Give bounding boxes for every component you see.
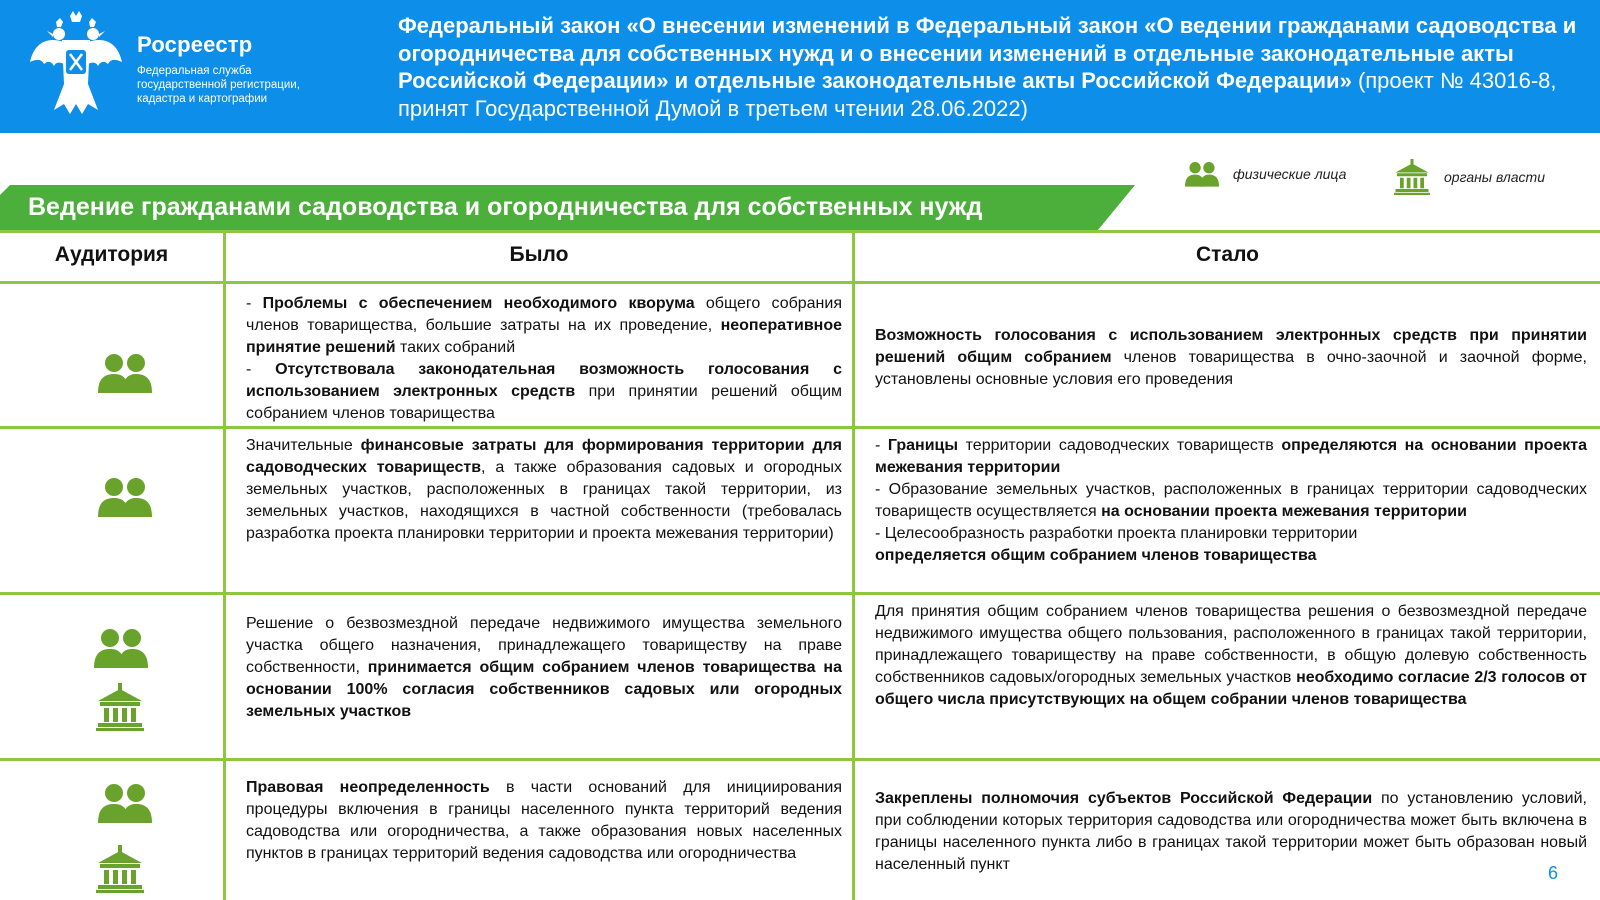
legend-individuals-label: физические лица xyxy=(1233,166,1347,182)
section-banner xyxy=(0,185,1135,230)
page-number: 6 xyxy=(1548,863,1559,883)
row3-audience-authorities-icon xyxy=(96,683,144,736)
legend-authorities-label: органы власти xyxy=(1444,169,1545,185)
row1-was-cell: - Проблемы с обеспечением необходимого кворума общего собрания членов товарищества, большие затраты на их проведение, неоперативное принятие решений таких собраний - Отсутствовала законодательная возможность голосования с использованием электронных средств при принятии решений общим собранием членов товарищества xyxy=(246,295,842,422)
row4-audience-authorities-icon xyxy=(96,845,144,898)
column-header-was: Было xyxy=(509,243,569,266)
page-title xyxy=(398,12,1588,122)
brand-name: Росреестр xyxy=(137,32,253,57)
row1-now-cell: Возможность голосования с использованием электронных средств при принятии решений общим собранием членов товарищества в очно-заочной и заочной форме, установлены основные условия его проведения xyxy=(875,327,1587,388)
column-header-now: Стало xyxy=(1195,243,1260,266)
table-col-divider-2 xyxy=(852,230,855,900)
table-line-row1 xyxy=(0,426,1600,429)
individuals-icon xyxy=(1185,160,1219,188)
brand-block xyxy=(137,32,337,106)
row4-now-cell: Закреплены полномочия субъектов Российской Федерации по установлению условий, при соблюдении которых территория садоводства или огородничества может быть включена в границы населенного пункта либо в границах такой территории может быть образован новый населенный пункт xyxy=(875,790,1587,873)
table-col-divider-1 xyxy=(223,230,226,900)
row4-audience-individuals-icon xyxy=(98,783,152,828)
legend-individuals xyxy=(1185,160,1346,188)
table-line-row3 xyxy=(0,758,1600,761)
row3-now-cell: Для принятия общим собранием членов товарищества решения о безвозмездной передаче недвижимого имущества общего пользования, расположенного в границах такой территории, принадлежащего товариществу на праве собственности, в общую долевую собственность собственников садовых/огородных земельных участков необходимо согласие 2/3 голосов от общего числа присутствующих на общем собрании членов товарищества xyxy=(875,603,1587,708)
authorities-icon xyxy=(1394,158,1430,196)
legend-authorities xyxy=(1394,158,1545,196)
row2-was-cell: Значительные финансовые затраты для формирования территории для садоводческих товариществ, а также образования садовых и огородных земельных участков, расположенных в границах такой территории, из земельных участков, находящихся в частной собственности (требовалась разработка проекта планировки территории и проекта межевания территории) xyxy=(246,437,843,542)
double-headed-eagle-logo-icon xyxy=(26,10,126,122)
table-line-row2 xyxy=(0,592,1600,595)
row2-audience-individuals-icon xyxy=(98,477,152,522)
section-title: Ведение гражданами садоводства и огородничества для собственных нужд xyxy=(28,193,983,221)
row2-now-cell: - Границы территории садоводческих товариществ определяются на основании проекта межевания территории - Образование земельных участков, расположенных в границах территории садоводческих товариществ осуществляется на основании проекта межевания территории - Целесообразность разработки проекта планировки территории определяется общим собранием членов товарищества xyxy=(875,437,1588,564)
row3-audience-individuals-icon xyxy=(94,628,148,673)
column-header-audience: Аудитория xyxy=(54,243,169,266)
table-line-top xyxy=(0,230,1600,233)
title-regular: (проект № 43016-8, принят Государственной Думой в третьем чтении 28.06.2022) xyxy=(398,68,1557,121)
row3-was-cell: Решение о безвозмездной передаче недвижимого имущества земельного участка общего назначения, принадлежащего товариществу на праве собственности, принимается общим собранием членов товарищества на основании 100% согласия собственников садовых или огородных земельных участков xyxy=(246,615,842,720)
table-line-header xyxy=(0,281,1600,284)
brand-subtitle: Федеральная служба государственной регистрации, кадастра и картографии xyxy=(137,65,300,105)
title-bold: Федеральный закон «О внесении изменений в Федеральный закон «О ведении гражданами садоводства и огородничества для собственных нужд и о внесении изменений в отдельные законодательные акты Российской Федерации» и отдельные законодательные акты Российской Федерации» xyxy=(398,13,1577,93)
header-bar xyxy=(0,0,1600,133)
row1-audience-individuals-icon xyxy=(98,353,152,398)
row4-was-cell: Правовая неопределенность в части оснований для инициирования процедуры включения в границы населенного пункта территорий ведения садоводства или огородничества, а также образования новых населенных пунктов в границах территорий ведения садоводства или огородничества xyxy=(246,779,843,862)
